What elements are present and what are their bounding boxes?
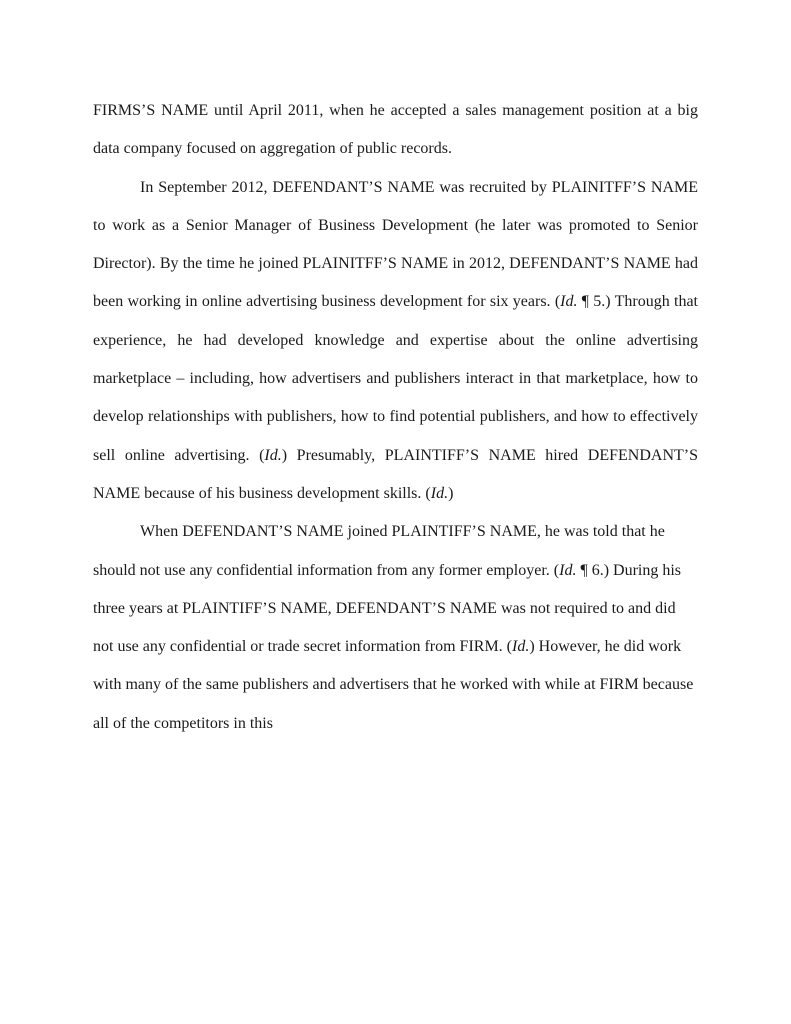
citation-id: Id. — [430, 484, 449, 502]
text-run: In September 2012, DEFENDANT’S NAME was recruited by PLAINITFF’S NAME to work as a Senior Manager of Business Development (he later was promoted to Senior Director). By the time he joined PLAINITFF’S NAME in 2012, DEFENDANT’S NAME had been working in online advertising business development for six years. ( — [93, 178, 698, 311]
text-run: FIRMS’S NAME until April 2011, when he accepted a sales management position at a big data company focused on aggregation of public records. — [93, 102, 698, 158]
citation-id: Id. — [559, 561, 577, 579]
paragraph-1 — [93, 92, 698, 169]
citation-id: Id. — [512, 638, 530, 656]
citation-id: Id. — [264, 446, 282, 464]
paragraph-2 — [93, 169, 698, 514]
paragraph-3 — [93, 513, 698, 743]
text-run: ¶ 6.) During his three years at PLAINTIFF’S NAME, DEFENDANT’S NAME was not required to and did not use any confidential or trade secret information from FIRM. ( — [93, 561, 682, 656]
document-body — [93, 92, 698, 743]
text-run: ) Presumably, PLAINTIFF’S NAME hired DEFENDANT’S NAME because of his business development skills. ( — [93, 446, 698, 502]
text-run: ) However, he did work with many of the same publishers and advertisers that he worked with while at FIRM because all of the competitors in this — [93, 638, 694, 732]
text-run: When DEFENDANT’S NAME joined PLAINTIFF’S NAME, he was told that he should not use any confidential information from any former employer. ( — [93, 523, 665, 579]
text-run: ) — [448, 484, 454, 502]
text-run: ¶ 5.) Through that experience, he had developed knowledge and expertise about the online advertising marketplace – including, how advertisers and publishers interact in that marketplace, how to develop relationships with publishers, how to find potential publishers, and how to effectively sell online advertising. ( — [93, 293, 698, 464]
citation-id: Id. — [560, 293, 578, 311]
